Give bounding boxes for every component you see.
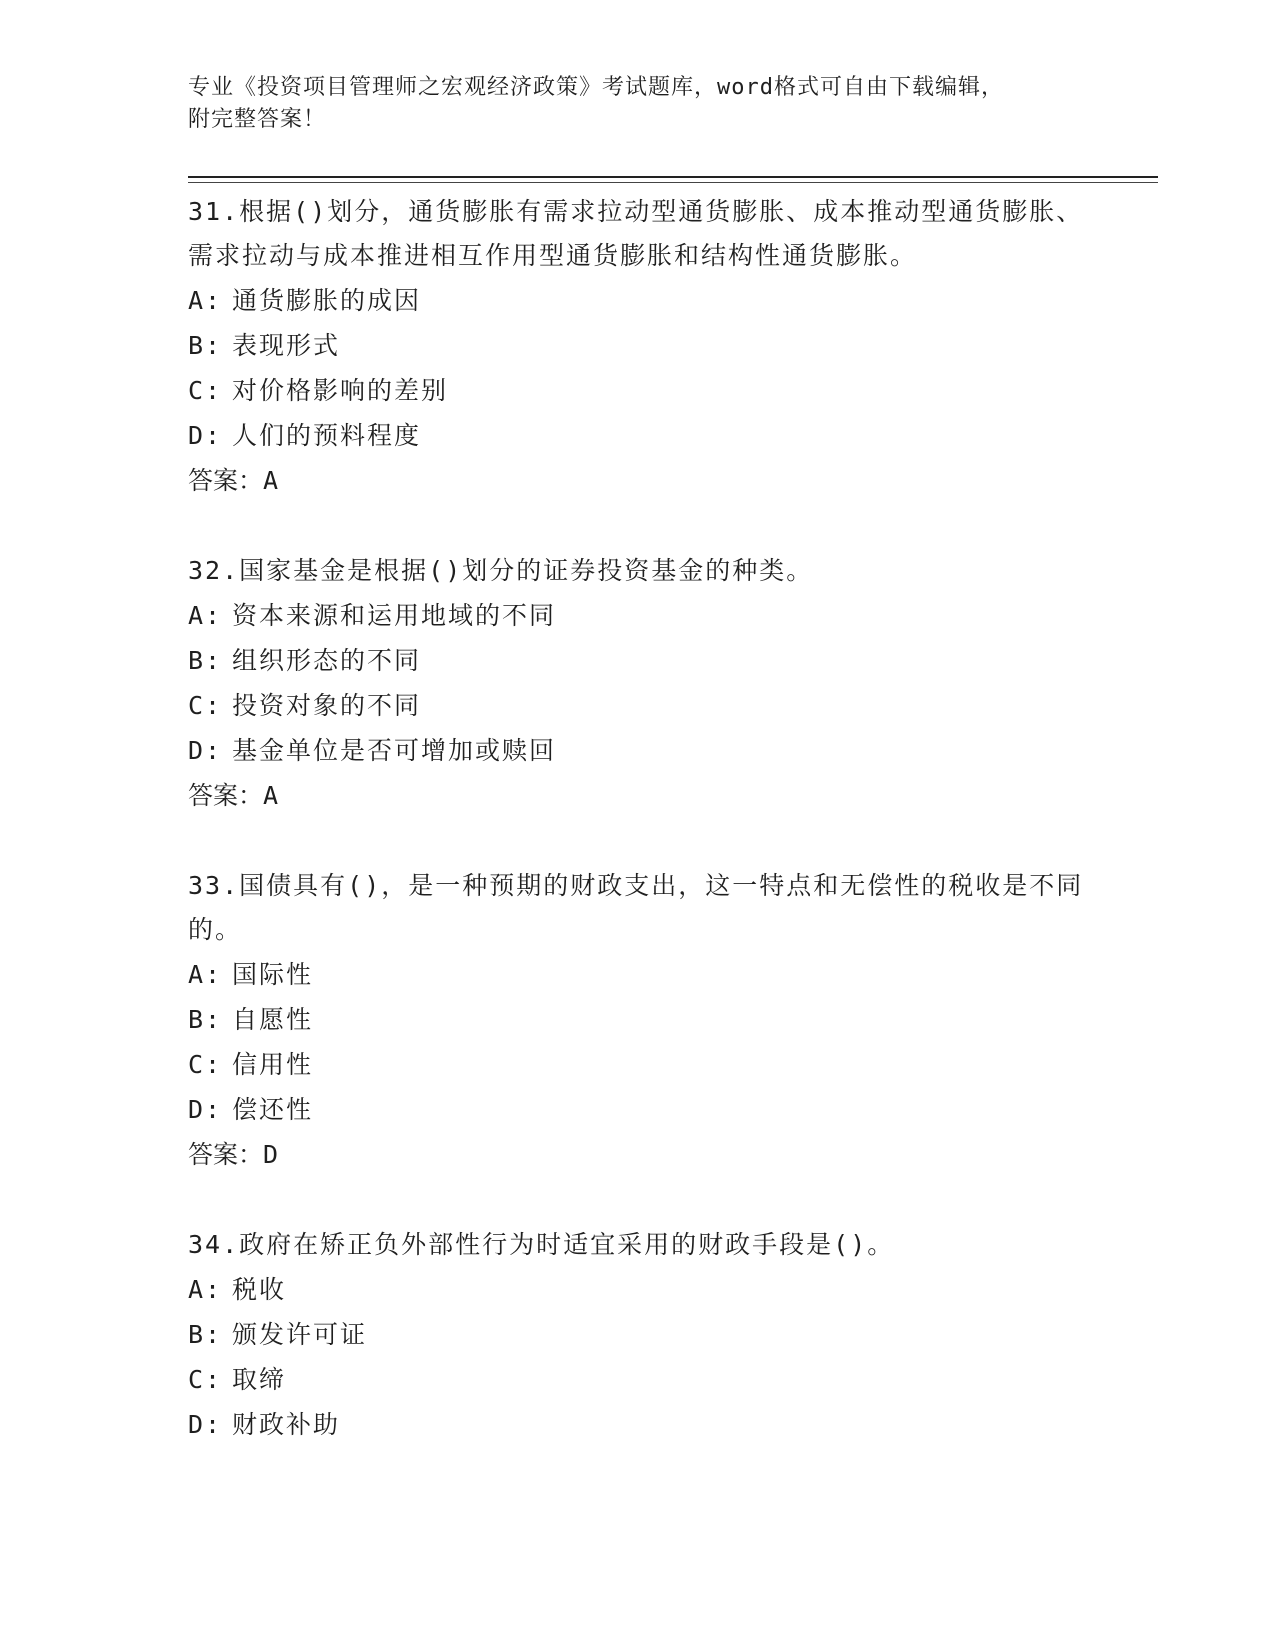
option-letter: A: [188,1275,223,1304]
option-text: 国际性 [232,960,314,989]
answer-value: A [263,781,279,810]
option-letter: B: [188,331,223,360]
option-letter: D: [188,736,223,765]
option-letter: D: [188,1410,223,1439]
option-text: 自愿性 [232,1005,314,1034]
option-a [188,952,1088,997]
option-b [188,1312,1088,1357]
option-text: 偿还性 [232,1095,314,1124]
option-a [188,278,1088,323]
answer-line [188,773,1088,818]
option-b [188,638,1088,683]
header-line-2: 附完整答案！ [188,107,327,132]
option-text: 信用性 [232,1050,314,1079]
option-text: 取缔 [232,1365,287,1394]
answer-label: 答案： [188,466,264,495]
question-text: 34.政府在矫正负外部性行为时适宜采用的财政手段是()。 [188,1230,895,1259]
answer-line [188,1132,1088,1177]
answer-value: D [263,1140,279,1169]
question-32 [188,549,1088,818]
option-text: 税收 [232,1275,287,1304]
option-b [188,997,1088,1042]
answer-label: 答案： [188,781,264,810]
answer-value: A [263,466,279,495]
option-d [188,413,1088,458]
option-a [188,593,1088,638]
question-text: 32.国家基金是根据()划分的证券投资基金的种类。 [188,556,814,585]
option-letter: C: [188,1050,223,1079]
option-letter: D: [188,1095,223,1124]
question-text: 33.国债具有()，是一种预期的财政支出，这一特点和无偿性的税收是不同的。 [188,871,1084,944]
question-text: 31.根据()划分，通货膨胀有需求拉动型通货膨胀、成本推动型通货膨胀、需求拉动与成本推进相互作用型通货膨胀和结构性通货膨胀。 [188,197,1084,270]
option-text: 组织形态的不同 [232,646,422,675]
option-text: 基金单位是否可增加或赎回 [232,736,557,765]
answer-label: 答案： [188,1140,264,1169]
option-letter: C: [188,376,223,405]
option-text: 表现形式 [232,331,341,360]
option-text: 对价格影响的差别 [232,376,449,405]
option-text: 资本来源和运用地域的不同 [232,601,557,630]
option-d [188,728,1088,773]
document-header [188,72,1088,136]
option-text: 人们的预料程度 [232,421,422,450]
option-letter: A: [188,960,223,989]
option-text: 财政补助 [232,1410,341,1439]
header-divider-thin [188,182,1158,183]
option-text: 投资对象的不同 [232,691,422,720]
option-b [188,323,1088,368]
option-letter: B: [188,1005,223,1034]
option-letter: B: [188,1320,223,1349]
question-list [188,190,1088,1493]
option-text: 颁发许可证 [232,1320,368,1349]
option-a [188,1267,1088,1312]
question-34 [188,1223,1088,1447]
option-letter: B: [188,646,223,675]
header-line-1: 专业《投资项目管理师之宏观经济政策》考试题库，word格式可自由下载编辑， [188,75,1004,100]
option-text: 通货膨胀的成因 [232,286,422,315]
header-divider-thick [188,176,1158,178]
option-c [188,1042,1088,1087]
option-letter: C: [188,691,223,720]
option-letter: C: [188,1365,223,1394]
option-letter: D: [188,421,223,450]
option-letter: A: [188,601,223,630]
option-letter: A: [188,286,223,315]
option-c [188,1357,1088,1402]
option-c [188,683,1088,728]
answer-line [188,458,1088,503]
question-33 [188,864,1088,1177]
question-31 [188,190,1088,503]
option-d [188,1087,1088,1132]
option-d [188,1402,1088,1447]
option-c [188,368,1088,413]
